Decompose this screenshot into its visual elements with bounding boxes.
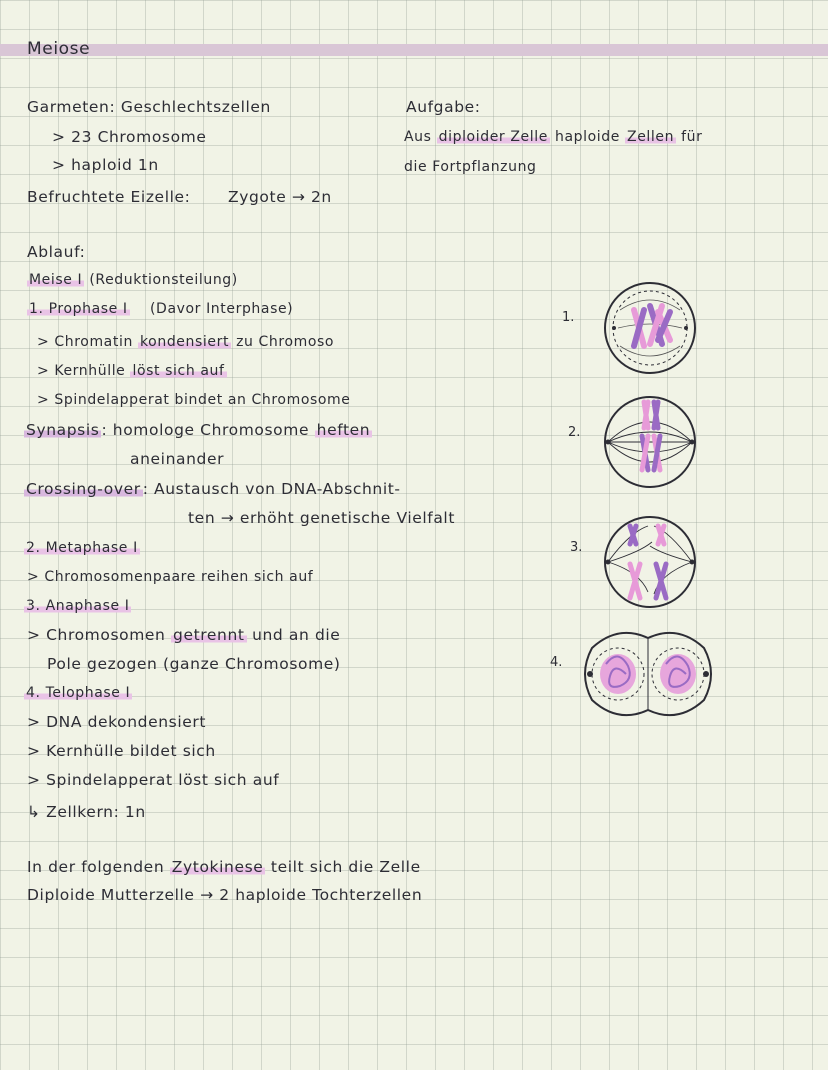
synapsis-continuation: aneinander	[130, 450, 225, 468]
anaphase-title	[24, 597, 131, 615]
diagram-label: 2.	[568, 425, 581, 440]
summary-line1	[27, 858, 421, 876]
crossing-over-term: Crossing-over	[26, 480, 141, 498]
diagram-label: 3.	[570, 540, 583, 555]
prophase-note: (Davor Interphase)	[150, 301, 294, 317]
summary-highlight: Zytokinese	[171, 858, 264, 876]
ablauf-heading: Ablauf:	[27, 243, 86, 261]
telophase-title	[24, 684, 132, 702]
telophase-cell-diagram	[578, 628, 718, 723]
telophase-item: > DNA dekondensiert	[27, 713, 207, 731]
anaphase-item: Pole gezogen (ganze Chromosome)	[47, 655, 341, 673]
prophase-item	[37, 333, 334, 351]
synapsis-term: Synapsis	[26, 421, 100, 439]
page-title: Meiose	[27, 39, 91, 59]
telophase-item: > Kernhülle bildet sich	[27, 742, 216, 760]
aufgabe-line2: die Fortpflanzung	[404, 159, 537, 175]
crossing-over-text: : Austausch von DNA-Abschnit-	[142, 480, 401, 498]
metaphase-cell-diagram	[600, 392, 700, 492]
metaphase-item: > Chromosomenpaare reihen sich auf	[27, 569, 314, 585]
summary-text: In der folgenden	[27, 858, 170, 876]
diagram-label: 4.	[550, 655, 563, 670]
synapsis-highlight: heften	[316, 421, 371, 439]
metaphase-title	[24, 539, 140, 557]
prophase-item: > Spindelapperat bindet an Chromosome	[37, 392, 351, 408]
crossing-over-line	[24, 480, 401, 498]
meiose1-label: Meise I	[29, 272, 83, 288]
chromosome-count-line: > 23 Chromosome	[52, 128, 207, 146]
item-text: und an die	[246, 626, 341, 644]
anaphase-item	[27, 626, 340, 644]
meiose1-note: (Reduktionsteilung)	[84, 272, 238, 288]
aufgabe-heading: Aufgabe:	[406, 98, 481, 116]
item-highlight: kondensiert	[139, 334, 230, 350]
item-text: > Chromatin	[37, 334, 138, 350]
summary-text: teilt sich die Zelle	[265, 858, 421, 876]
item-text: zu Chromoso	[231, 334, 335, 350]
item-highlight: getrennt	[173, 626, 245, 644]
title-bar	[0, 44, 828, 56]
item-text: > Chromosomen	[27, 626, 172, 644]
item-text: > Kernhülle	[37, 363, 131, 379]
synapsis-text: : homologe Chromosome	[101, 421, 315, 439]
crossing-over-continuation: ten → erhöht genetische Vielfalt	[188, 509, 456, 527]
gameten-line: Garmeten: Geschlechtszellen	[27, 98, 271, 116]
aufgabe-text: für	[676, 129, 703, 145]
prophase-item	[37, 362, 227, 380]
metaphase-label: 2. Metaphase I	[26, 540, 138, 556]
haploid-line: > haploid 1n	[52, 156, 159, 174]
anaphase-cell-diagram	[600, 512, 700, 612]
meiose1-heading	[27, 271, 238, 289]
prophase-label: 1. Prophase I	[29, 301, 128, 317]
aufgabe-text: Aus	[404, 129, 437, 145]
prophase-title	[27, 300, 130, 318]
zygote-text: Zygote → 2n	[228, 188, 332, 206]
zellkern-line: ↳ Zellkern: 1n	[27, 803, 146, 821]
summary-line2: Diploide Mutterzelle → 2 haploide Tochterzellen	[27, 886, 423, 904]
diagram-label: 1.	[562, 310, 575, 325]
befruchtete-label: Befruchtete Eizelle:	[27, 188, 191, 206]
item-highlight: löst sich auf	[132, 363, 225, 379]
aufgabe-highlight: Zellen	[627, 129, 675, 145]
telophase-label: 4. Telophase I	[26, 685, 131, 701]
aufgabe-text: haploide	[549, 129, 626, 145]
prophase-cell-diagram	[600, 280, 700, 380]
aufgabe-line1	[404, 128, 703, 146]
synapsis-line	[24, 421, 372, 439]
anaphase-label: 3. Anaphase I	[26, 598, 130, 614]
aufgabe-highlight: diploider Zelle	[438, 129, 548, 145]
telophase-item: > Spindelapperat löst sich auf	[27, 771, 280, 789]
